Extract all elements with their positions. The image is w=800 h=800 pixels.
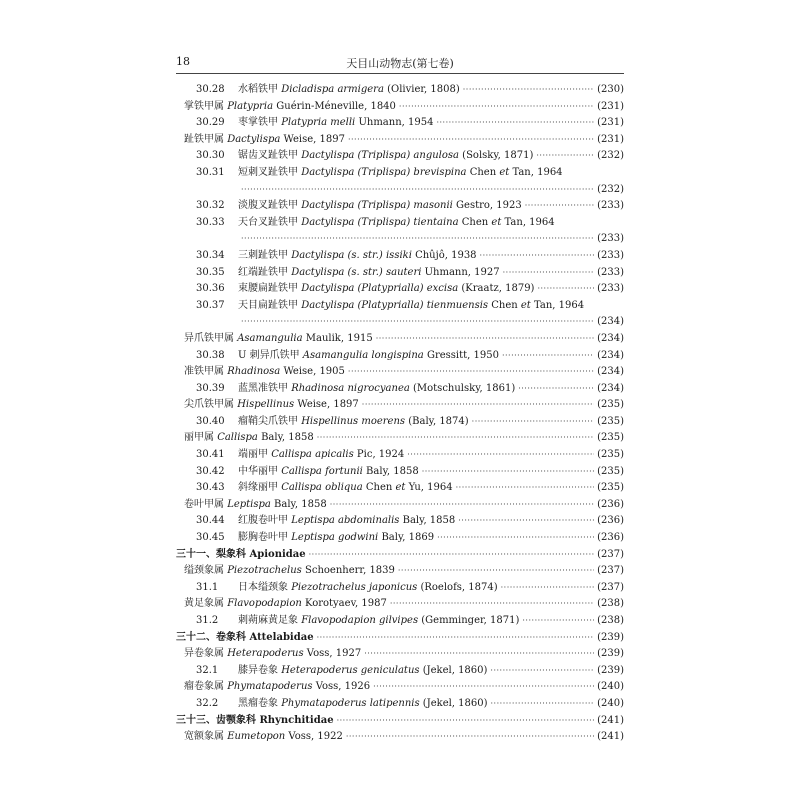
leader-dots bbox=[536, 148, 594, 165]
scientific-name: Heterapoderus geniculatus bbox=[281, 664, 420, 676]
chinese-name: 瘤卷象属 bbox=[184, 681, 228, 693]
author-year: Baly, 1858 bbox=[399, 515, 456, 527]
author-year: Chen et Tan, 1964 bbox=[488, 299, 585, 311]
chinese-name: 斜缘丽甲 bbox=[238, 482, 282, 494]
toc-species-entry[interactable] bbox=[176, 165, 624, 182]
toc-genus-entry[interactable] bbox=[176, 397, 624, 414]
toc-genus-entry[interactable] bbox=[176, 596, 624, 613]
leader-dots bbox=[501, 580, 595, 597]
leader-dots bbox=[463, 82, 594, 99]
toc-species-entry[interactable] bbox=[176, 613, 624, 630]
page-reference: (235) bbox=[597, 449, 624, 461]
author-year: Maulik, 1915 bbox=[302, 332, 373, 344]
toc-species-entry[interactable] bbox=[176, 281, 624, 298]
toc-species-entry[interactable] bbox=[176, 82, 624, 99]
page-reference: (234) bbox=[597, 316, 624, 328]
scientific-name: Flavopodapion gilvipes bbox=[301, 615, 419, 626]
chinese-name: 日本缢颈象 bbox=[238, 581, 292, 593]
page-reference: (241) bbox=[597, 731, 624, 743]
scientific-name: Leptispa abdominalis bbox=[291, 515, 400, 527]
entry-text bbox=[184, 563, 395, 580]
leader-dots bbox=[518, 381, 594, 398]
entry-number: 30.28 bbox=[196, 84, 225, 95]
scientific-name: Dactylispa (Triplispa) brevispina bbox=[301, 166, 467, 178]
leader-dots bbox=[422, 464, 594, 481]
author-year: Baly, 1858 bbox=[257, 432, 314, 444]
toc-species-entry[interactable] bbox=[176, 115, 624, 132]
author-year: Gestro, 1923 bbox=[452, 200, 522, 212]
toc-species-entry[interactable] bbox=[176, 580, 624, 597]
scientific-name: Dactylispa bbox=[227, 133, 281, 145]
page-reference: (234) bbox=[597, 366, 624, 378]
chinese-name: 三刺趾铁甲 bbox=[238, 249, 292, 261]
leader-dots bbox=[456, 480, 594, 497]
toc-family-entry[interactable] bbox=[176, 713, 624, 730]
leader-dots bbox=[503, 265, 594, 282]
toc-genus-entry[interactable] bbox=[176, 729, 624, 746]
leader-dots bbox=[458, 513, 594, 530]
entry-number: 30.32 bbox=[196, 200, 225, 212]
leader-dots bbox=[491, 696, 595, 713]
toc-species-entry[interactable] bbox=[176, 464, 624, 481]
entry-number: 30.36 bbox=[196, 283, 225, 295]
entry-text bbox=[184, 497, 327, 514]
chinese-name: 水稻铁甲 bbox=[238, 84, 282, 95]
author-year: (Gemminger, 1871) bbox=[418, 615, 520, 626]
chinese-name: 掌铁甲属 bbox=[184, 100, 228, 112]
entry-number: 30.45 bbox=[196, 532, 225, 544]
entry-number: 30.42 bbox=[196, 465, 225, 477]
author-year: Uhmann, 1927 bbox=[421, 266, 500, 278]
scientific-name: Leptispa bbox=[227, 498, 271, 510]
author-year: Chen et Tan, 1964 bbox=[466, 166, 563, 178]
author-year: Korotyaev, 1987 bbox=[301, 598, 387, 610]
page-reference: (238) bbox=[597, 615, 624, 626]
page-reference: (239) bbox=[597, 631, 624, 643]
leader-dots bbox=[436, 115, 594, 132]
leader-dots bbox=[373, 679, 594, 696]
author-year: Weise, 1905 bbox=[280, 366, 345, 378]
leader-dots bbox=[502, 348, 594, 365]
page-reference: (233) bbox=[597, 249, 624, 261]
page-reference: (233) bbox=[597, 200, 624, 212]
author-year: Weise, 1897 bbox=[280, 133, 345, 145]
scientific-name: Platypria melli bbox=[281, 117, 356, 129]
scientific-name: Asamangulia bbox=[237, 332, 303, 344]
scientific-name: Dactylispa (s. str.) issiki bbox=[291, 249, 412, 261]
scientific-name: Eumetopon bbox=[227, 731, 286, 743]
leader-dots bbox=[317, 630, 595, 647]
entry-number: 30.37 bbox=[196, 299, 225, 311]
page-reference: (235) bbox=[597, 432, 624, 444]
scientific-name: Callispa fortunii bbox=[281, 465, 363, 477]
entry-text bbox=[196, 414, 469, 431]
entry-text bbox=[196, 580, 498, 597]
chinese-name: 黄足象属 bbox=[184, 598, 228, 610]
scientific-name: Asamangulia longispina bbox=[302, 349, 424, 361]
chinese-name: 缢颈象属 bbox=[184, 565, 228, 577]
toc-species-entry[interactable] bbox=[176, 381, 624, 398]
author-year: Schoenherr, 1839 bbox=[301, 565, 395, 577]
entry-text bbox=[176, 547, 306, 564]
toc-genus-entry[interactable] bbox=[176, 646, 624, 663]
table-of-contents bbox=[176, 82, 624, 746]
toc-species-entry[interactable] bbox=[176, 215, 624, 232]
toc-species-entry[interactable] bbox=[176, 663, 624, 680]
author-year: Chen et Yu, 1964 bbox=[362, 482, 453, 494]
leader-dots bbox=[362, 397, 594, 414]
author-year: Baly, 1858 bbox=[362, 465, 419, 477]
toc-species-entry[interactable] bbox=[176, 198, 624, 215]
entry-text bbox=[196, 447, 404, 464]
entry-number: 32.1 bbox=[196, 664, 219, 676]
page-reference: (235) bbox=[597, 482, 624, 494]
page-reference: (232) bbox=[597, 150, 624, 162]
scientific-name: Dactylispa (Triplispa) masonii bbox=[301, 200, 453, 212]
leader-dots bbox=[480, 248, 595, 265]
scientific-name: Callispa obliqua bbox=[281, 482, 363, 494]
page-reference: (239) bbox=[597, 648, 624, 660]
entry-text bbox=[196, 480, 453, 497]
entry-text bbox=[196, 265, 500, 282]
chinese-name: 尖爪铁甲属 bbox=[184, 399, 238, 411]
chinese-name: 束腰扁趾铁甲 bbox=[238, 283, 302, 295]
page-reference: (239) bbox=[597, 664, 624, 676]
scientific-name: Piezotrachelus bbox=[227, 565, 302, 577]
chinese-name: U 刺异爪铁甲 bbox=[238, 349, 303, 361]
leader-dots bbox=[525, 198, 594, 215]
page-number: 18 bbox=[176, 55, 190, 68]
entry-number: 30.44 bbox=[196, 515, 225, 527]
page-reference: (237) bbox=[597, 565, 624, 577]
chinese-name: 红腹卷叶甲 bbox=[238, 515, 292, 527]
page-reference: (234) bbox=[597, 349, 624, 361]
family-name-cn: 三十一、梨象科 bbox=[176, 548, 246, 560]
author-year: (Olivier, 1808) bbox=[383, 84, 460, 95]
leader-dots bbox=[472, 414, 594, 431]
entry-number: 30.29 bbox=[196, 117, 225, 129]
entry-number: 30.41 bbox=[196, 449, 225, 461]
entry-number: 32.2 bbox=[196, 697, 219, 709]
entry-text bbox=[196, 215, 555, 232]
entry-text bbox=[196, 165, 563, 182]
leader-dots bbox=[407, 447, 594, 464]
entry-text bbox=[196, 298, 584, 315]
scientific-name: Dactylispa (Platyprialla) excisa bbox=[301, 283, 459, 295]
page-reference: (240) bbox=[597, 697, 624, 709]
running-title: 天目山动物志(第七卷) bbox=[346, 57, 454, 70]
toc-species-entry[interactable] bbox=[176, 414, 624, 431]
entry-text bbox=[196, 281, 534, 298]
author-year: (Jekel, 1860) bbox=[419, 664, 488, 676]
scientific-name: Piezotrachelus japonicus bbox=[291, 581, 418, 593]
leader-dots bbox=[490, 663, 594, 680]
page-reference: (236) bbox=[597, 532, 624, 544]
leader-dots bbox=[330, 497, 594, 514]
leader-dots bbox=[241, 231, 594, 248]
entry-number: 30.35 bbox=[196, 266, 225, 278]
chinese-name: 刺蒴麻黄足象 bbox=[238, 615, 302, 626]
entry-text bbox=[196, 82, 460, 99]
page-reference: (230) bbox=[597, 84, 624, 95]
author-year: Pic, 1924 bbox=[353, 449, 405, 461]
page-reference: (234) bbox=[597, 382, 624, 394]
entry-number: 30.43 bbox=[196, 482, 225, 494]
entry-text bbox=[196, 381, 515, 398]
author-year: (Jekel, 1860) bbox=[419, 697, 488, 709]
entry-text bbox=[184, 331, 373, 348]
toc-family-entry[interactable] bbox=[176, 547, 624, 564]
entry-text bbox=[196, 198, 522, 215]
chinese-name: 异卷象属 bbox=[184, 648, 228, 660]
family-name-latin: Attelabidae bbox=[246, 631, 314, 643]
entry-number: 30.33 bbox=[196, 216, 225, 228]
entry-text bbox=[184, 99, 396, 116]
toc-genus-entry[interactable] bbox=[176, 331, 624, 348]
scientific-name: Dactylispa (s. str.) sauteri bbox=[291, 266, 422, 278]
entry-text bbox=[196, 663, 487, 680]
entry-text bbox=[184, 596, 387, 613]
page-reference: (234) bbox=[597, 332, 624, 344]
entry-text bbox=[196, 115, 433, 132]
scientific-name: Phymatapoderus latipennis bbox=[281, 697, 420, 709]
scientific-name: Flavopodapion bbox=[227, 598, 302, 610]
toc-family-entry[interactable] bbox=[176, 630, 624, 647]
toc-species-entry[interactable] bbox=[176, 265, 624, 282]
author-year: Voss, 1927 bbox=[303, 648, 362, 660]
leader-dots bbox=[537, 281, 594, 298]
toc-continuation-line[interactable] bbox=[176, 231, 624, 248]
toc-species-entry[interactable] bbox=[176, 148, 624, 165]
toc-continuation-line[interactable] bbox=[176, 314, 624, 331]
scientific-name: Platypria bbox=[227, 100, 274, 112]
toc-species-entry[interactable] bbox=[176, 696, 624, 713]
chinese-name: 丽甲属 bbox=[184, 432, 218, 444]
author-year: Uhmann, 1954 bbox=[355, 117, 434, 129]
toc-genus-entry[interactable] bbox=[176, 99, 624, 116]
toc-species-entry[interactable] bbox=[176, 480, 624, 497]
entry-number: 30.40 bbox=[196, 415, 225, 427]
chinese-name: 宽额象属 bbox=[184, 731, 228, 743]
toc-genus-entry[interactable] bbox=[176, 364, 624, 381]
family-name-latin: Apionidae bbox=[246, 548, 306, 560]
leader-dots bbox=[522, 613, 594, 630]
chinese-name: 天台叉趾铁甲 bbox=[238, 216, 302, 228]
toc-species-entry[interactable] bbox=[176, 298, 624, 315]
entry-number: 31.1 bbox=[196, 581, 219, 593]
toc-species-entry[interactable] bbox=[176, 530, 624, 547]
page-reference: (237) bbox=[597, 548, 624, 560]
scientific-name: Hispellinus moerens bbox=[301, 415, 406, 427]
page-reference: (238) bbox=[597, 598, 624, 610]
entry-text bbox=[184, 679, 370, 696]
scientific-name: Phymatapoderus bbox=[227, 681, 313, 693]
toc-species-entry[interactable] bbox=[176, 248, 624, 265]
scientific-name: Heterapoderus bbox=[227, 648, 304, 660]
scientific-name: Dactylispa (Triplispa) tientaina bbox=[301, 216, 459, 228]
page-reference: (233) bbox=[597, 266, 624, 278]
scientific-name: Callispa apicalis bbox=[271, 449, 354, 461]
page-reference: (231) bbox=[597, 100, 624, 112]
entry-text bbox=[196, 613, 519, 630]
entry-number: 30.30 bbox=[196, 150, 225, 162]
chinese-name: 膨胸卷叶甲 bbox=[238, 532, 292, 544]
toc-species-entry[interactable] bbox=[176, 447, 624, 464]
author-year: Baly, 1858 bbox=[270, 498, 327, 510]
chinese-name: 锯齿叉趾铁甲 bbox=[238, 150, 302, 162]
chinese-name: 端丽甲 bbox=[238, 449, 272, 461]
entry-text bbox=[184, 364, 345, 381]
page-reference: (235) bbox=[597, 399, 624, 411]
leader-dots bbox=[241, 182, 594, 199]
entry-number: 31.2 bbox=[196, 615, 219, 626]
entry-number: 30.34 bbox=[196, 249, 225, 261]
leader-dots bbox=[348, 364, 594, 381]
page-reference: (236) bbox=[597, 498, 624, 510]
entry-text bbox=[184, 729, 343, 746]
leader-dots bbox=[364, 646, 594, 663]
entry-text bbox=[196, 348, 499, 365]
family-name-latin: Rhynchitidae bbox=[256, 714, 334, 726]
entry-text bbox=[184, 132, 345, 149]
chinese-name: 瘤鞘尖爪铁甲 bbox=[238, 415, 302, 427]
chinese-name: 趾铁甲属 bbox=[184, 133, 228, 145]
entry-text bbox=[196, 530, 434, 547]
chinese-name: 枣掌铁甲 bbox=[238, 117, 282, 129]
family-name-cn: 三十二、卷象科 bbox=[176, 631, 246, 643]
entry-text bbox=[176, 713, 334, 730]
chinese-name: 中华丽甲 bbox=[238, 465, 282, 477]
family-name-cn: 三十三、齿颚象科 bbox=[176, 714, 256, 726]
page-reference: (240) bbox=[597, 681, 624, 693]
entry-number: 30.38 bbox=[196, 349, 225, 361]
toc-genus-entry[interactable] bbox=[176, 497, 624, 514]
page-reference: (232) bbox=[597, 183, 624, 195]
leader-dots bbox=[317, 430, 594, 447]
chinese-name: 蓝黑准铁甲 bbox=[238, 382, 292, 394]
toc-continuation-line[interactable] bbox=[176, 182, 624, 199]
author-year: (Solsky, 1871) bbox=[459, 150, 534, 162]
author-year: Chen et Tan, 1964 bbox=[458, 216, 555, 228]
page-reference: (231) bbox=[597, 117, 624, 129]
page-reference: (233) bbox=[597, 283, 624, 295]
entry-text bbox=[196, 148, 533, 165]
entry-text bbox=[176, 630, 314, 647]
scientific-name: Leptispa godwini bbox=[291, 532, 379, 544]
scientific-name: Callispa bbox=[217, 432, 258, 444]
toc-genus-entry[interactable] bbox=[176, 563, 624, 580]
author-year: (Kraatz, 1879) bbox=[458, 283, 535, 295]
chinese-name: 淡腹叉趾铁甲 bbox=[238, 200, 302, 212]
toc-genus-entry[interactable] bbox=[176, 679, 624, 696]
author-year: Chûjô, 1938 bbox=[411, 249, 477, 261]
scientific-name: Hispellinus bbox=[237, 399, 295, 411]
leader-dots bbox=[398, 563, 594, 580]
author-year: (Baly, 1874) bbox=[405, 415, 469, 427]
page-reference: (235) bbox=[597, 465, 624, 477]
page-reference: (235) bbox=[597, 415, 624, 427]
entry-number: 30.39 bbox=[196, 382, 225, 394]
leader-dots bbox=[346, 729, 594, 746]
page-reference: (236) bbox=[597, 515, 624, 527]
author-year: Gressitt, 1950 bbox=[423, 349, 499, 361]
chinese-name: 卷叶甲属 bbox=[184, 498, 228, 510]
toc-species-entry[interactable] bbox=[176, 348, 624, 365]
leader-dots bbox=[337, 713, 595, 730]
author-year: Voss, 1922 bbox=[285, 731, 343, 743]
page-reference: (231) bbox=[597, 133, 624, 145]
leader-dots bbox=[437, 530, 594, 547]
author-year: Voss, 1926 bbox=[312, 681, 371, 693]
author-year: Baly, 1869 bbox=[378, 532, 435, 544]
author-year: (Motschulsky, 1861) bbox=[409, 382, 516, 394]
page-reference: (233) bbox=[597, 233, 624, 245]
author-year: Guérin-Méneville, 1840 bbox=[273, 100, 396, 112]
chinese-name: 异爪铁甲属 bbox=[184, 332, 238, 344]
entry-text bbox=[184, 397, 359, 414]
scientific-name: Dactylispa (Triplispa) angulosa bbox=[301, 150, 459, 162]
page-reference: (237) bbox=[597, 581, 624, 593]
leader-dots bbox=[399, 99, 594, 116]
header-rule bbox=[176, 73, 624, 74]
author-year: Weise, 1897 bbox=[294, 399, 359, 411]
scientific-name: Rhadinosa bbox=[227, 366, 281, 378]
leader-dots bbox=[376, 331, 594, 348]
entry-text bbox=[184, 430, 314, 447]
chinese-name: 准铁甲属 bbox=[184, 366, 228, 378]
page-reference: (241) bbox=[597, 714, 624, 726]
toc-genus-entry[interactable] bbox=[176, 132, 624, 149]
scientific-name: Rhadinosa nigrocyanea bbox=[291, 382, 410, 394]
toc-species-entry[interactable] bbox=[176, 513, 624, 530]
entry-text bbox=[196, 513, 455, 530]
toc-genus-entry[interactable] bbox=[176, 430, 624, 447]
leader-dots bbox=[390, 596, 594, 613]
entry-text bbox=[196, 248, 477, 265]
leader-dots bbox=[241, 314, 594, 331]
leader-dots bbox=[348, 132, 594, 149]
chinese-name: 膝异卷象 bbox=[238, 664, 282, 676]
page-header bbox=[176, 55, 624, 72]
author-year: (Roelofs, 1874) bbox=[417, 581, 498, 593]
chinese-name: 短刺叉趾铁甲 bbox=[238, 166, 302, 178]
scientific-name: Dactylispa (Platyprialla) tienmuensis bbox=[301, 299, 489, 311]
entry-number: 30.31 bbox=[196, 166, 225, 178]
chinese-name: 天目扁趾铁甲 bbox=[238, 299, 302, 311]
scientific-name: Dicladispa armigera bbox=[281, 84, 384, 95]
entry-text bbox=[196, 464, 419, 481]
chinese-name: 黑瘤卷象 bbox=[238, 697, 282, 709]
entry-text bbox=[184, 646, 361, 663]
chinese-name: 红端趾铁甲 bbox=[238, 266, 292, 278]
leader-dots bbox=[309, 547, 595, 564]
entry-text bbox=[196, 696, 488, 713]
